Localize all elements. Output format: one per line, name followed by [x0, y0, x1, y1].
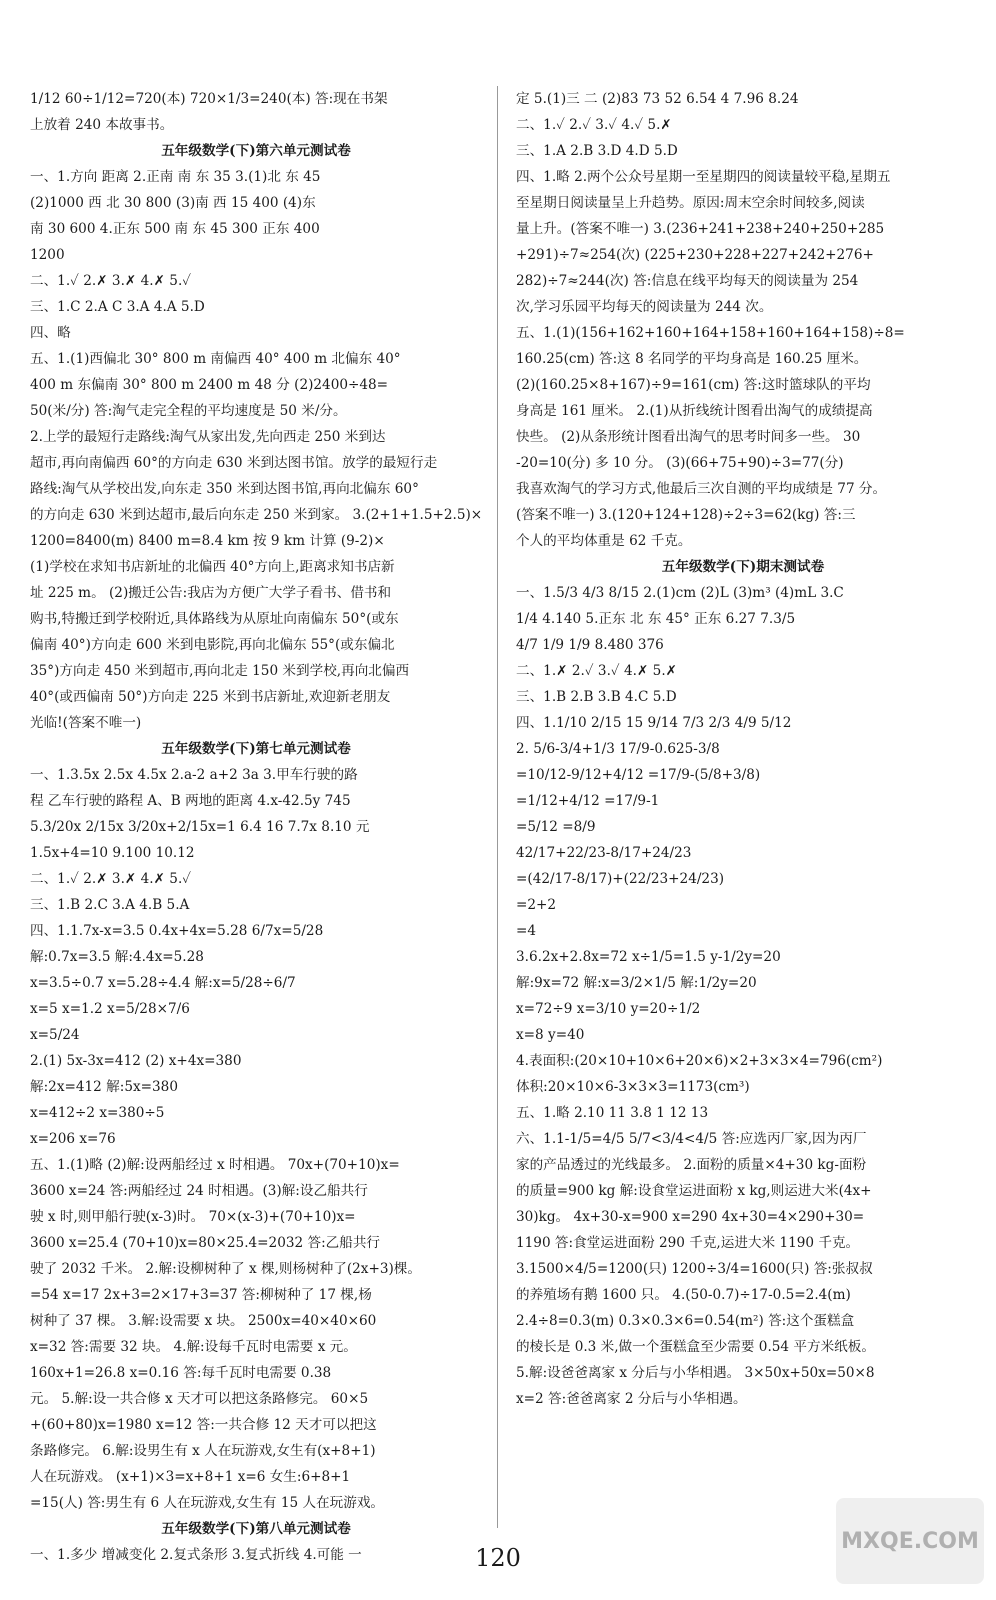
answer-line: 次,学习乐园平均每天的阅读量为 244 次。	[516, 299, 773, 315]
answer-line: 三、1.B 2.C 3.A 4.B 5.A	[30, 897, 190, 913]
answer-line: 一、1.3.5x 2.5x 4.5x 2.a-2 a+2 3a 3.甲车行驶的路	[30, 767, 358, 783]
answer-line: =(42/17-8/17)+(22/23+24/23)	[516, 871, 725, 887]
answer-line: 40°(或西偏南 50°)方向走 225 米到书店新址,欢迎新老朋友	[30, 689, 391, 705]
answer-line: 二、1.✓ 2.✗ 3.✗ 4.✗ 5.✓	[30, 871, 192, 887]
answer-line: =5/12 =8/9	[516, 819, 596, 835]
answer-line: 50(米/分) 答:淘气走完全程的平均速度是 50 米/分。	[30, 403, 347, 419]
answer-line: 条路修完。 6.解:设男生有 x 人在玩游戏,女生有(x+8+1)	[30, 1443, 376, 1459]
answer-line: 的养殖场有鹅 1600 只。 4.(50-0.7)÷17-0.5=2.4(m)	[516, 1287, 851, 1303]
answer-line: +291)÷7≈254(次) (225+230+228+227+242+276+	[516, 247, 874, 263]
answer-line: 至星期日阅读量呈上升趋势。原因:周末空余时间较多,阅读	[516, 195, 865, 211]
answer-line: 五、1.(1)略 (2)解:设两船经过 x 时相遇。 70x+(70+10)x=	[30, 1157, 400, 1173]
answer-line: 四、1.1.7x-x=3.5 0.4x+4x=5.28 6/7x=5/28	[30, 923, 324, 939]
answer-line: x=72÷9 x=3/10 y=20÷1/2	[516, 1001, 701, 1017]
answer-line: (1)学校在求知书店新址的北偏西 40°方向上,距离求知书店新	[30, 559, 395, 575]
answer-line: 一、1.方向 距离 2.正南 南 东 35 3.(1)北 东 45	[30, 169, 321, 185]
answer-line: 3600 x=24 答:两船经过 24 时相遇。(3)解:设乙船共行	[30, 1183, 368, 1199]
answer-line: 四、1.略 2.两个公众号星期一至星期四的阅读量较平稳,星期五	[516, 169, 891, 185]
section-heading: 五年级数学(下)期末测试卷	[661, 559, 825, 575]
answer-line: 三、1.A 2.B 3.D 4.D 5.D	[516, 143, 678, 159]
answer-line: 35°)方向走 450 米到超市,再向北走 150 米到学校,再向北偏西	[30, 663, 410, 679]
answer-line: 体积:20×10×6-3×3×3=1173(cm³)	[516, 1079, 750, 1095]
answer-line: x=3.5÷0.7 x=5.28÷4.4 解:x=5/28÷6/7	[30, 975, 296, 991]
left-column	[30, 86, 482, 1568]
answer-line: 偏南 40°)方向走 600 米到电影院,再向北偏东 55°(或东偏北	[30, 637, 395, 653]
answer-line: x=412÷2 x=380÷5	[30, 1105, 165, 1121]
answer-line: 个人的平均体重是 62 千克。	[516, 533, 692, 549]
right-column	[516, 86, 970, 1412]
answer-line: 六、1.1-1/5=4/5 5/7<3/4<4/5 答:应选丙厂家,因为丙厂	[516, 1131, 867, 1147]
answer-line: 人在玩游戏。 (x+1)×3=x+8+1 x=6 女生:6+8+1	[30, 1469, 351, 1485]
answer-line: x=5/24	[30, 1027, 80, 1043]
answer-line: 光临!(答案不唯一)	[30, 715, 142, 731]
answer-line: =4	[516, 923, 537, 939]
answer-line: 1/4 4.140 5.正东 北 东 45° 正东 6.27 7.3/5	[516, 611, 796, 627]
answer-line: 400 m 东偏南 30° 800 m 2400 m 48 分 (2)2400÷48=	[30, 377, 389, 393]
answer-line: 4.表面积:(20×10+10×6+20×6)×2+3×3×4=796(cm²)	[516, 1053, 883, 1069]
answer-line: 二、1.✗ 2.✓ 3.✓ 4.✗ 5.✗	[516, 663, 678, 679]
answer-line: 二、1.✓ 2.✓ 3.✓ 4.✓ 5.✗	[516, 117, 672, 133]
answer-line: 四、略	[30, 325, 71, 341]
answer-line: (2)(160.25×8+167)÷9=161(cm) 答:这时篮球队的平均	[516, 377, 871, 393]
answer-line: 282)÷7≈244(次) 答:信息在线平均每天的阅读量为 254	[516, 273, 859, 289]
page-number: 120	[475, 1544, 521, 1572]
answer-line: 身高是 161 厘米。 2.(1)从折线统计图看出淘气的成绩提高	[516, 403, 873, 419]
answer-line: x=5 x=1.2 x=5/28×7/6	[30, 1001, 190, 1017]
answer-line: 5.解:设爸爸离家 x 分后与小华相遇。 3×50x+50x=50×8	[516, 1365, 875, 1381]
answer-line: 2. 5/6-3/4+1/3 17/9-0.625-3/8	[516, 741, 720, 757]
answer-line: 42/17+22/23-8/17+24/23	[516, 845, 692, 861]
answer-line: 解:9x=72 解:x=3/2×1/5 解:1/2y=20	[516, 975, 757, 991]
answer-line: 解:0.7x=3.5 解:4.4x=5.28	[30, 949, 204, 965]
answer-line: 驶了 2032 千米。 2.解:设柳树种了 x 棵,则杨树种了(2x+3)棵。	[30, 1261, 421, 1277]
answer-line: 3.6.2x+2.8x=72 x÷1/5=1.5 y-1/2y=20	[516, 949, 781, 965]
answer-line: 1/12 60÷1/12=720(本) 720×1/3=240(本) 答:现在书架	[30, 91, 388, 107]
answer-line: =15(人) 答:男生有 6 人在玩游戏,女生有 15 人在玩游戏。	[30, 1495, 385, 1511]
answer-line: 1.5x+4=10 9.100 10.12	[30, 845, 195, 861]
answer-line: +(60+80)x=1980 x=12 答:一共合修 12 天才可以把这	[30, 1417, 377, 1433]
answer-line: 五、1.(1)西偏北 30° 800 m 南偏西 40° 400 m 北偏东 40°	[30, 351, 401, 367]
answer-line: 1200=8400(m) 8400 m=8.4 km 按 9 km 计算 (9-2)×	[30, 533, 385, 549]
answer-line: 160.25(cm) 答:这 8 名同学的平均身高是 160.25 厘米。	[516, 351, 868, 367]
answer-line: 解:2x=412 解:5x=380	[30, 1079, 178, 1095]
answer-line: 程 乙车行驶的路程 A、B 两地的距离 4.x-42.5y 745	[30, 793, 351, 809]
answer-line: 的质量=900 kg 解:设食堂运进面粉 x kg,则运进大米(4x+	[516, 1183, 872, 1199]
answer-line: 快些。 (2)从条形统计图看出淘气的思考时间多一些。 30	[516, 429, 861, 445]
section-heading: 五年级数学(下)第六单元测试卷	[161, 143, 351, 159]
answer-line: 1200	[30, 247, 65, 263]
answer-line: 我喜欢淘气的学习方式,他最后三次自测的平均成绩是 77 分。	[516, 481, 887, 497]
answer-line: 的方向走 630 米到达超市,最后向东走 250 米到家。 3.(2+1+1.5+2.5)×	[30, 507, 483, 523]
watermark-logo: MXQE.COM	[836, 1498, 984, 1584]
answer-line: 元。 5.解:设一共合修 x 天才可以把这条路修完。 60×5	[30, 1391, 369, 1407]
answer-line: 的棱长是 0.3 米,做一个蛋糕盒至少需要 0.54 平方米纸板。	[516, 1339, 875, 1355]
answer-line: 南 30 600 4.正东 500 南 东 45 300 正东 400	[30, 221, 320, 237]
answer-line: 超市,再向南偏西 60°的方向走 630 米到达图书馆。放学的最短行走	[30, 455, 438, 471]
answer-line: x=8 y=40	[516, 1027, 585, 1043]
answer-line: 一、1.多少 增减变化 2.复式条形 3.复式折线 4.可能 一	[30, 1547, 362, 1563]
answer-line: 2.(1) 5x-3x=412 (2) x+4x=380	[30, 1053, 242, 1069]
answer-line: 址 225 m。 (2)搬迁公告:我店为方便广大学子看书、借书和	[30, 585, 392, 601]
answer-line: 量上升。(答案不唯一) 3.(236+241+238+240+250+285	[516, 221, 885, 237]
answer-line: 五、1.(1)(156+162+160+164+158+160+164+158)÷8=	[516, 325, 905, 341]
answer-line: 二、1.✓ 2.✗ 3.✗ 4.✗ 5.✓	[30, 273, 192, 289]
answer-line: (2)1000 西 北 30 800 (3)南 西 15 400 (4)东	[30, 195, 316, 211]
section-heading: 五年级数学(下)第八单元测试卷	[161, 1521, 351, 1537]
answer-line: =54 x=17 2x+3=2×17+3=37 答:柳树种了 17 棵,杨	[30, 1287, 372, 1303]
answer-line: 四、1.1/10 2/15 15 9/14 7/3 2/3 4/9 5/12	[516, 715, 792, 731]
answer-line: 3.1500×4/5=1200(只) 1200÷3/4=1600(只) 答:张叔叔	[516, 1261, 873, 1277]
answer-line: 五、1.略 2.10 11 3.8 1 12 13	[516, 1105, 709, 1121]
answer-line: 购书,特搬迁到学校附近,具体路线为从原址向南偏东 50°(或东	[30, 611, 399, 627]
answer-line: x=206 x=76	[30, 1131, 116, 1147]
section-heading: 五年级数学(下)第七单元测试卷	[161, 741, 351, 757]
answer-line: x=2 答:爸爸离家 2 分后与小华相遇。	[516, 1391, 747, 1407]
answer-line: -20=10(分) 多 10 分。 (3)(66+75+90)÷3=77(分)	[516, 455, 844, 471]
answer-line: 4/7 1/9 1/9 8.480 376	[516, 637, 664, 653]
answer-line: 1190 答:食堂运进面粉 290 千克,运进大米 1190 千克。	[516, 1235, 860, 1251]
answer-line: 定 5.(1)三 二 (2)83 73 52 6.54 4 7.96 8.24	[516, 91, 799, 107]
answer-line: 路线:淘气从学校出发,向东走 350 米到达图书馆,再向北偏东 60°	[30, 481, 419, 497]
answer-line: =2+2	[516, 897, 557, 913]
answer-line: 驶 x 时,则甲船行驶(x-3)时。 70×(x-3)+(70+10)x=	[30, 1209, 356, 1225]
answer-line: 一、1.5/3 4/3 8/15 2.(1)cm (2)L (3)m³ (4)mL 3.C	[516, 585, 844, 601]
answer-line: x=32 答:需要 32 块。 4.解:设每千瓦时电需要 x 元。	[30, 1339, 357, 1355]
answer-line: 树种了 37 棵。 3.解:设需要 x 块。 2500x=40×40×60	[30, 1313, 377, 1329]
answer-line: =1/12+4/12 =17/9-1	[516, 793, 660, 809]
answer-line: 上放着 240 本故事书。	[30, 117, 174, 133]
answer-line: 3600 x=25.4 (70+10)x=80×25.4=2032 答:乙船共行	[30, 1235, 381, 1251]
answer-line: 三、1.C 2.A C 3.A 4.A 5.D	[30, 299, 205, 315]
answer-line: 5.3/20x 2/15x 3/20x+2/15x=1 6.4 16 7.7x 8.10 元	[30, 819, 370, 835]
answer-line: 30)kg。 4x+30-x=900 x=290 4x+30=4×290+30=	[516, 1209, 865, 1225]
answer-line: 2.4÷8=0.3(m) 0.3×0.3×6=0.54(m²) 答:这个蛋糕盒	[516, 1313, 855, 1329]
answer-line: 2.上学的最短行走路线:淘气从家出发,先向西走 250 米到达	[30, 429, 386, 445]
answer-line: 家的产品透过的光线最多。 2.面粉的质量×4+30 kg-面粉	[516, 1157, 867, 1173]
answer-line: 160x+1=26.8 x=0.16 答:每千瓦时电需要 0.38	[30, 1365, 332, 1381]
answer-line: =10/12-9/12+4/12 =17/9-(5/8+3/8)	[516, 767, 761, 783]
column-divider	[497, 86, 498, 1528]
answer-line: 三、1.B 2.B 3.B 4.C 5.D	[516, 689, 677, 705]
answer-line: (答案不唯一) 3.(120+124+128)÷2÷3=62(kg) 答:三	[516, 507, 856, 523]
